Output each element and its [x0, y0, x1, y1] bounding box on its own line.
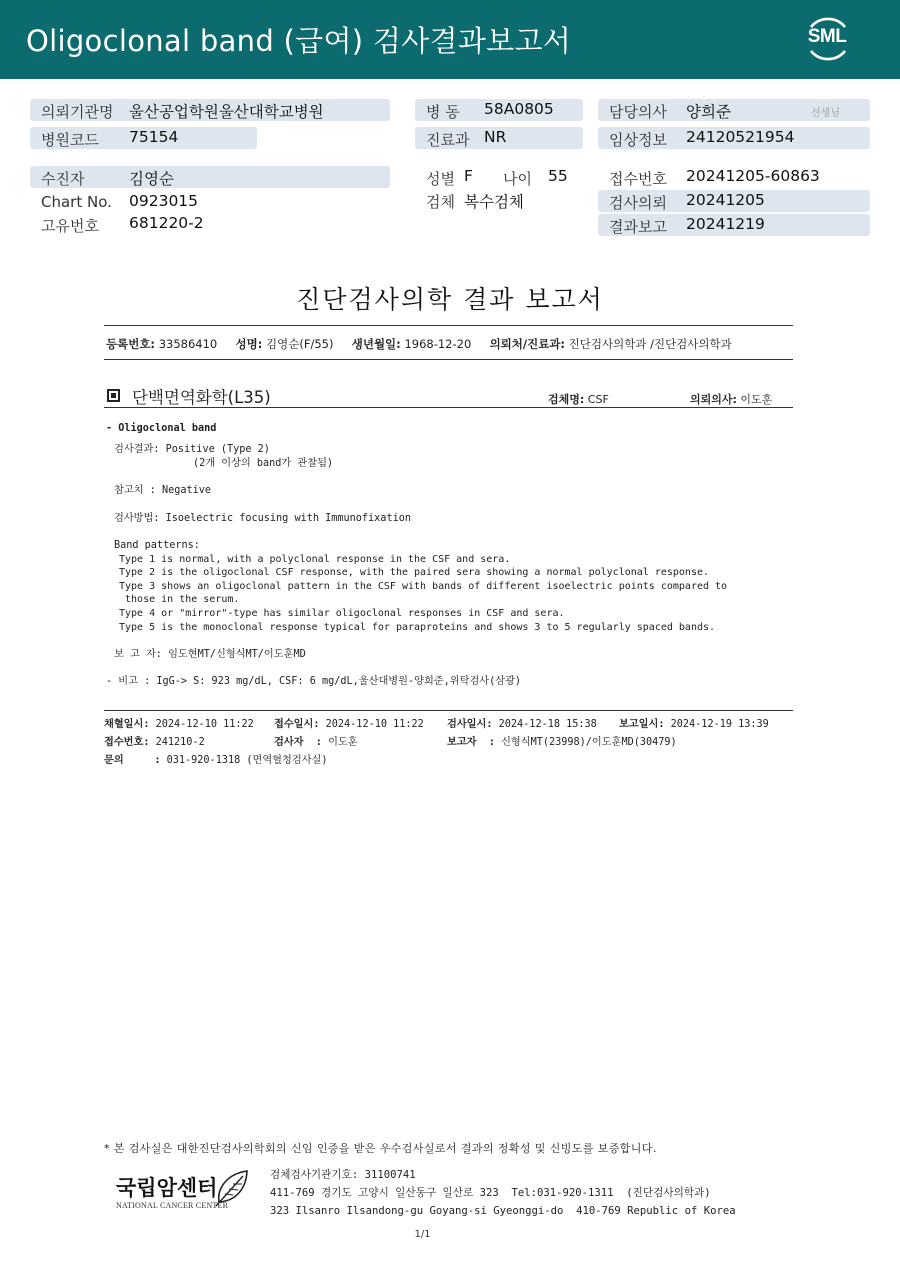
- test-label: 검사일시:: [447, 719, 493, 730]
- final-reporter-value: 신형식MT(23998)/이도훈MD(30479): [501, 737, 677, 748]
- doctor-suffix: 선생님: [811, 108, 840, 119]
- age-value: 55: [548, 167, 568, 185]
- request-row: [598, 190, 870, 212]
- strip-top-rule: [104, 325, 793, 326]
- clinical-value: 24120521954: [686, 128, 795, 146]
- remark-line: [106, 675, 521, 689]
- reference-label: 참고치 :: [114, 485, 156, 496]
- report-date-row: [598, 214, 870, 236]
- inquiry-value: 031-920-1318 (면역혈청검사실): [166, 755, 328, 766]
- age-label: 나이: [503, 170, 532, 188]
- address-en: 323 Ilsanro Ilsandong-gu Goyang-si Gyeonggi-do 410-769 Republic of Korea: [270, 1205, 736, 1217]
- ncc-logo-english: NATIONAL CANCER CENTER: [116, 1201, 229, 1210]
- chart-value: 0923015: [129, 192, 199, 210]
- band-line: those in the serum.: [119, 594, 240, 605]
- request-label: 검사의뢰: [609, 194, 667, 212]
- band-line: Type 4 or "mirror"-type has similar oligoclonal responses in CSF and sera.: [119, 608, 565, 619]
- receive-time: [274, 718, 424, 732]
- section-square-icon: [107, 389, 120, 402]
- section-rule: [104, 407, 793, 408]
- method-label: 검사방법:: [114, 513, 160, 524]
- receipt-no-label: 접수번호:: [104, 737, 150, 748]
- result-line: [114, 443, 270, 457]
- report-time-label: 보고일시:: [619, 719, 665, 730]
- sex-age-row: [415, 166, 583, 188]
- report-date-label: 결과보고: [609, 218, 667, 236]
- test-value: 2024-12-18 15:38: [498, 719, 597, 730]
- name-value: 김영순(F/55): [266, 337, 334, 351]
- test-name: [106, 422, 216, 436]
- report-banner: [0, 0, 900, 79]
- reg-label: 등록번호:: [106, 337, 156, 351]
- receipt-row: [598, 166, 870, 188]
- hospital-row: [30, 99, 390, 121]
- reporter-line: [114, 648, 306, 662]
- report-time: [619, 718, 769, 732]
- clinical-row: [598, 127, 870, 149]
- result-note: (2개 이상의 band가 관찰됨): [193, 458, 334, 469]
- final-reporter-label: 보고자 :: [447, 737, 495, 748]
- section-specimen-value: CSF: [587, 393, 609, 406]
- ward-label: 병 동: [426, 103, 460, 121]
- patient-strip: [106, 336, 796, 352]
- band-line: Type 2 is the oligoclonal CSF response, with the paired sera showing a normal polyclonal response.: [119, 567, 710, 578]
- dept-row: [415, 127, 583, 149]
- patient-value: 김영순: [129, 170, 174, 188]
- dept-value: NR: [484, 128, 507, 146]
- strip-dept-label: 의뢰처/진료과:: [489, 337, 566, 351]
- chart-row: [30, 191, 390, 213]
- section-requester-value: 이도훈: [740, 393, 773, 406]
- band-line: Type 1 is normal, with a polyclonal response in the CSF and sera.: [119, 554, 511, 565]
- reporter-value: 임도현MT/신형식MT/이도훈MD: [168, 649, 306, 660]
- section-title: 단백면역화학(L35): [132, 388, 271, 407]
- strip-bottom-rule: [104, 359, 793, 360]
- ncc-logo-name: 국립암센터: [116, 1176, 218, 1200]
- section-specimen-label: 검체명:: [548, 393, 585, 406]
- tester: [274, 736, 358, 750]
- remark-value: IgG-> S: 923 mg/dL, CSF: 6 mg/dL,울산대병원-양희준,위탁검사(삼광): [156, 676, 522, 687]
- inquiry-label: 문의 :: [104, 755, 161, 766]
- collect-time: [104, 718, 254, 732]
- receipt-label: 접수번호: [609, 170, 667, 188]
- doctor-value: 양희준: [686, 103, 731, 121]
- ward-row: [415, 99, 583, 121]
- strip-dept-value: 진단검사의학과 /진단검사의학과: [568, 337, 732, 351]
- specimen-label: 검체: [426, 193, 455, 211]
- tester-label: 검사자 :: [274, 737, 322, 748]
- patient-label: 수진자: [41, 170, 85, 188]
- clinical-label: 임상정보: [609, 131, 667, 149]
- collect-label: 채혈일시:: [104, 719, 150, 730]
- name-label: 성명:: [235, 337, 263, 351]
- report-time-value: 2024-12-19 13:39: [670, 719, 769, 730]
- footer-address-block: [270, 1166, 736, 1220]
- unique-label: 고유번호: [41, 217, 99, 235]
- sex-label: 성별: [426, 170, 455, 188]
- method-line: [114, 512, 411, 526]
- ward-value: 58A0805: [484, 100, 554, 118]
- dept-label: 진료과: [426, 131, 470, 149]
- test-name-text: - Oligoclonal band: [106, 423, 217, 434]
- sex-value: F: [464, 167, 473, 185]
- band-header: Band patterns:: [114, 540, 200, 551]
- page-number: 1/1: [414, 1229, 431, 1240]
- report-date-value: 20241219: [686, 215, 765, 233]
- band-line: Type 5 is the monoclonal response typical for paraproteins and shows 3 to 5 regularly spaced bands.: [119, 622, 716, 633]
- report-title: 진단검사의학 결과 보고서: [296, 285, 604, 314]
- remark-label: - 비고 :: [106, 676, 151, 687]
- doctor-row: [598, 99, 870, 121]
- unique-row: [30, 213, 390, 235]
- patient-row: [30, 166, 390, 188]
- specimen-value: 복수검체: [464, 193, 524, 211]
- collect-value: 2024-12-10 11:22: [155, 719, 254, 730]
- ncc-leaf-icon: [213, 1168, 251, 1208]
- receipt-no: [104, 736, 205, 750]
- inquiry: [104, 754, 328, 768]
- doctor-label: 담당의사: [609, 103, 667, 121]
- hospital-code-value: 75154: [129, 128, 179, 146]
- birth-value: 1968-12-20: [404, 337, 472, 351]
- certification-note: * 본 검사실은 대한진단검사의학회의 신임 인증을 받은 우수검사실로서 결과의 정확성 및 신빙도를 보증합니다.: [104, 1142, 657, 1155]
- banner-title: Oligoclonal band (급여) 검사결과보고서: [26, 24, 572, 58]
- hospital-label: 의뢰기관명: [41, 103, 114, 121]
- hospital-code-label: 병원코드: [41, 131, 99, 149]
- reporter-label: 보 고 자:: [114, 649, 162, 660]
- result-label: 검사결과:: [114, 444, 160, 455]
- final-reporter: [447, 736, 677, 750]
- address-kr: 411-769 경기도 고양시 일산동구 일산로 323 Tel:031-920-1311 (진단검사의학과): [270, 1187, 711, 1199]
- birth-label: 생년월일:: [351, 337, 401, 351]
- reg-value: 33586410: [158, 337, 218, 351]
- reference-value: Negative: [161, 485, 212, 496]
- result-value: Positive (Type 2): [165, 444, 270, 455]
- receipt-value: 20241205-60863: [686, 167, 820, 185]
- receive-value: 2024-12-10 11:22: [325, 719, 424, 730]
- specimen-row: [415, 189, 583, 211]
- hospital-value: 울산공업학원울산대학교병원: [129, 103, 324, 121]
- receipt-no-value: 241210-2: [155, 737, 205, 748]
- reference-line: [114, 484, 211, 498]
- section-requester: [690, 391, 772, 407]
- timeline-rule: [104, 710, 793, 711]
- band-line: Type 3 shows an oligoclonal pattern in the CSF with bands of different isoelectric points compared to: [119, 581, 728, 592]
- chart-label: Chart No.: [41, 193, 112, 211]
- receive-label: 접수일시:: [274, 719, 320, 730]
- method-value: Isoelectric focusing with Immunofixation: [165, 513, 411, 524]
- org-code: 검체검사기관기호: 31100741: [270, 1169, 416, 1181]
- test-time: [447, 718, 597, 732]
- request-value: 20241205: [686, 191, 765, 209]
- tester-value: 이도훈: [328, 737, 358, 748]
- unique-value: 681220-2: [129, 214, 204, 232]
- sml-logo-text: SML: [807, 26, 847, 47]
- section-specimen: [548, 391, 609, 407]
- section-requester-label: 의뢰의사:: [690, 393, 737, 406]
- hospital-code-row: [30, 127, 257, 149]
